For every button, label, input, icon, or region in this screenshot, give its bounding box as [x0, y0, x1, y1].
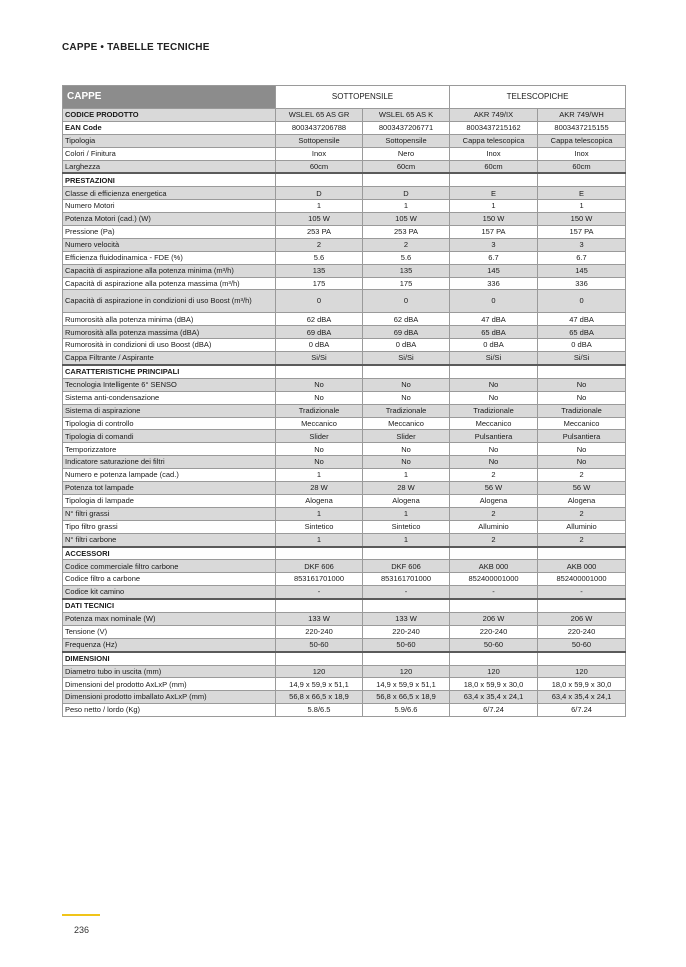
cell-value: No — [538, 391, 626, 404]
cell-value: 220-240 — [363, 625, 450, 638]
table-row — [63, 339, 626, 352]
table-row — [63, 277, 626, 290]
cell-value: 18,0 x 59,9 x 30,0 — [538, 678, 626, 691]
cell-value: 60cm — [363, 160, 450, 173]
table-row — [63, 200, 626, 213]
cell-value: No — [450, 443, 538, 456]
cell-value: 56,8 x 66,5 x 18,9 — [363, 691, 450, 704]
cell-value: 145 — [450, 264, 538, 277]
row-label: Rumorosità alla potenza minima (dBA) — [63, 313, 276, 326]
row-label: Tipologia di controllo — [63, 417, 276, 430]
cell-value: 28 W — [363, 482, 450, 495]
cell-value: Alogena — [276, 494, 363, 507]
row-label: Tipologia di lampade — [63, 494, 276, 507]
cell-value: 60cm — [538, 160, 626, 173]
cell-value: Meccanico — [276, 417, 363, 430]
cell-value: 6/7.24 — [538, 704, 626, 717]
cell-value: 14,9 x 59,9 x 51,1 — [276, 678, 363, 691]
cell-value: No — [538, 443, 626, 456]
row-label: Numero Motori — [63, 200, 276, 213]
cell-value: 1 — [363, 533, 450, 546]
cell-value: Slider — [276, 430, 363, 443]
table-header-row — [63, 86, 626, 109]
cell-value: 6.7 — [450, 251, 538, 264]
cell-value: 336 — [450, 277, 538, 290]
table-row — [63, 238, 626, 251]
cell-value: 133 W — [276, 612, 363, 625]
cell-value — [276, 173, 363, 186]
cell-value: No — [363, 443, 450, 456]
cell-value: Alogena — [363, 494, 450, 507]
cell-value: 63,4 x 35,4 x 24,1 — [538, 691, 626, 704]
table-row — [63, 586, 626, 599]
row-label: Rumorosità alla potenza massima (dBA) — [63, 326, 276, 339]
cell-value: 62 dBA — [363, 313, 450, 326]
cell-value — [538, 365, 626, 378]
cell-value: 220-240 — [276, 625, 363, 638]
cell-value: Inox — [450, 147, 538, 160]
table-row — [63, 494, 626, 507]
section-title: DIMENSIONI — [63, 652, 276, 665]
page-number: 236 — [74, 925, 90, 935]
cell-value: 6.7 — [538, 251, 626, 264]
table-row — [63, 520, 626, 533]
row-label: EAN Code — [63, 121, 276, 134]
cell-value: 63,4 x 35,4 x 24,1 — [450, 691, 538, 704]
cell-value: 47 dBA — [450, 313, 538, 326]
cell-value: 135 — [363, 264, 450, 277]
table-row — [63, 187, 626, 200]
footer-accent-rule — [62, 914, 100, 916]
cell-value — [450, 173, 538, 186]
table-row — [63, 625, 626, 638]
cell-value: 62 dBA — [276, 313, 363, 326]
table-row — [63, 147, 626, 160]
cell-value: 206 W — [538, 612, 626, 625]
cell-value: E — [538, 187, 626, 200]
cell-value: 8003437215162 — [450, 121, 538, 134]
row-label: Classe di efficienza energetica — [63, 187, 276, 200]
row-label: Capacità di aspirazione in condizioni di uso Boost (m³/h) — [63, 290, 276, 313]
cell-value: 0 dBA — [276, 339, 363, 352]
cell-value — [363, 173, 450, 186]
table-row — [63, 573, 626, 586]
cell-value: 50-60 — [276, 638, 363, 651]
row-label: N° filtri grassi — [63, 507, 276, 520]
cell-value: 2 — [538, 507, 626, 520]
cell-value: Pulsantiera — [450, 430, 538, 443]
row-label: Rumorosità in condizioni di uso Boost (dBA) — [63, 339, 276, 352]
cell-value: DKF 606 — [363, 560, 450, 573]
cell-value: 56 W — [538, 482, 626, 495]
section-title: PRESTAZIONI — [63, 173, 276, 186]
cell-value: 5.8/6.5 — [276, 704, 363, 717]
row-label: CODICE PRODOTTO — [63, 109, 276, 122]
cell-value: 1 — [276, 200, 363, 213]
cell-value: Alogena — [450, 494, 538, 507]
cell-value: 1 — [363, 507, 450, 520]
cell-value: 2 — [450, 469, 538, 482]
cell-value — [363, 365, 450, 378]
cell-value — [276, 547, 363, 560]
cell-value: 50-60 — [363, 638, 450, 651]
cell-value: 120 — [363, 665, 450, 678]
row-label: Potenza Motori (cad.) (W) — [63, 213, 276, 226]
section-title: CARATTERISTICHE PRINCIPALI — [63, 365, 276, 378]
table-row — [63, 678, 626, 691]
table-main-header: CAPPE — [63, 86, 276, 109]
cell-value: 175 — [363, 277, 450, 290]
cell-value: 135 — [276, 264, 363, 277]
row-label: Codice filtro a carbone — [63, 573, 276, 586]
cell-value: No — [538, 378, 626, 391]
cell-value: 5.6 — [363, 251, 450, 264]
cell-value: Pulsantiera — [538, 430, 626, 443]
row-label: Peso netto / lordo (Kg) — [63, 704, 276, 717]
cell-value: 50-60 — [538, 638, 626, 651]
cell-value: 133 W — [363, 612, 450, 625]
row-label: Cappa Filtrante / Aspirante — [63, 352, 276, 365]
row-label: Potenza max nominale (W) — [63, 612, 276, 625]
cell-value: Meccanico — [538, 417, 626, 430]
row-label: Pressione (Pa) — [63, 226, 276, 239]
row-label: Sistema di aspirazione — [63, 404, 276, 417]
row-label: Tensione (V) — [63, 625, 276, 638]
cell-value: 2 — [538, 533, 626, 546]
table-row — [63, 160, 626, 173]
cell-value: 336 — [538, 277, 626, 290]
cell-value: 220-240 — [538, 625, 626, 638]
cell-value: 8003437206788 — [276, 121, 363, 134]
table-row — [63, 482, 626, 495]
row-label: Tipologia di comandi — [63, 430, 276, 443]
cell-value: 3 — [538, 238, 626, 251]
cell-value — [450, 547, 538, 560]
table-row — [63, 417, 626, 430]
cell-value: 56 W — [450, 482, 538, 495]
table-row — [63, 507, 626, 520]
cell-value: 157 PA — [450, 226, 538, 239]
cell-value: 65 dBA — [538, 326, 626, 339]
cell-value: D — [363, 187, 450, 200]
row-label: Numero e potenza lampade (cad.) — [63, 469, 276, 482]
row-label: Codice kit camino — [63, 586, 276, 599]
cell-value: Inox — [276, 147, 363, 160]
row-label: N° filtri carbone — [63, 533, 276, 546]
cell-value: 853161701000 — [363, 573, 450, 586]
cell-value: 253 PA — [363, 226, 450, 239]
cell-value: No — [363, 378, 450, 391]
row-label: Capacità di aspirazione alla potenza massima (m³/h) — [63, 277, 276, 290]
row-label: Capacità di aspirazione alla potenza minima (m³/h) — [63, 264, 276, 277]
cell-value: 0 — [450, 290, 538, 313]
cell-value: No — [276, 456, 363, 469]
table-row — [63, 443, 626, 456]
table-row — [63, 533, 626, 546]
cell-value: 150 W — [538, 213, 626, 226]
cell-value: Alluminio — [538, 520, 626, 533]
row-label: Tipo filtro grassi — [63, 520, 276, 533]
cell-value: Meccanico — [450, 417, 538, 430]
cell-value: 8003437206771 — [363, 121, 450, 134]
cell-value: 1 — [450, 200, 538, 213]
cell-value: 206 W — [450, 612, 538, 625]
cell-value: No — [276, 378, 363, 391]
cell-value: Alluminio — [450, 520, 538, 533]
table-row — [63, 290, 626, 313]
table-row — [63, 251, 626, 264]
cell-value: D — [276, 187, 363, 200]
cell-value: No — [450, 456, 538, 469]
section-title: DATI TECNICI — [63, 599, 276, 612]
cell-value: 3 — [450, 238, 538, 251]
cell-value: Si/Si — [363, 352, 450, 365]
cell-value: 0 dBA — [363, 339, 450, 352]
cell-value — [538, 547, 626, 560]
table-row — [63, 612, 626, 625]
cell-value: Meccanico — [363, 417, 450, 430]
cell-value: Inox — [538, 147, 626, 160]
cell-value: 120 — [276, 665, 363, 678]
cell-value: AKB 000 — [538, 560, 626, 573]
cell-value: 1 — [363, 469, 450, 482]
row-label: Tipologia — [63, 134, 276, 147]
cell-value: No — [450, 378, 538, 391]
cell-value: 65 dBA — [450, 326, 538, 339]
cell-value: Si/Si — [450, 352, 538, 365]
row-label: Sistema anti-condensazione — [63, 391, 276, 404]
row-label: Colori / Finitura — [63, 147, 276, 160]
cell-value: 50-60 — [450, 638, 538, 651]
cell-value: 1 — [276, 533, 363, 546]
cell-value: 0 — [276, 290, 363, 313]
cell-value: Cappa telescopica — [538, 134, 626, 147]
group-header-sottopensile: SOTTOPENSILE — [276, 86, 450, 109]
table-row — [63, 638, 626, 651]
cell-value — [276, 599, 363, 612]
table-row — [63, 213, 626, 226]
row-label: Numero velocità — [63, 238, 276, 251]
cell-value — [450, 599, 538, 612]
cell-value: Alogena — [538, 494, 626, 507]
cell-value: AKB 000 — [450, 560, 538, 573]
table-row — [63, 691, 626, 704]
table-row — [63, 134, 626, 147]
cell-value: 253 PA — [276, 226, 363, 239]
cell-value: Si/Si — [538, 352, 626, 365]
row-label: Codice commerciale filtro carbone — [63, 560, 276, 573]
cell-value: 157 PA — [538, 226, 626, 239]
cell-value: 1 — [538, 200, 626, 213]
cell-value: WSLEL 65 AS GR — [276, 109, 363, 122]
cell-value: - — [450, 586, 538, 599]
cell-value: 1 — [276, 469, 363, 482]
cell-value: 120 — [450, 665, 538, 678]
cell-value — [450, 365, 538, 378]
cell-value: 150 W — [450, 213, 538, 226]
cell-value: WSLEL 65 AS K — [363, 109, 450, 122]
cell-value: E — [450, 187, 538, 200]
section-header-row — [63, 173, 626, 186]
cell-value: 0 dBA — [450, 339, 538, 352]
cell-value: 0 — [538, 290, 626, 313]
cell-value: 852400001000 — [538, 573, 626, 586]
section-header-row — [63, 599, 626, 612]
cell-value: 105 W — [276, 213, 363, 226]
cell-value: Sottopensile — [363, 134, 450, 147]
row-label: Tecnologia Intelligente 6° SENSO — [63, 378, 276, 391]
section-title: ACCESSORI — [63, 547, 276, 560]
cell-value: - — [276, 586, 363, 599]
row-label: Dimensioni del prodotto AxLxP (mm) — [63, 678, 276, 691]
table-row — [63, 313, 626, 326]
cell-value: 852400001000 — [450, 573, 538, 586]
cell-value: 220-240 — [450, 625, 538, 638]
cell-value: 14,9 x 59,9 x 51,1 — [363, 678, 450, 691]
cell-value — [363, 547, 450, 560]
cell-value: Sottopensile — [276, 134, 363, 147]
cell-value: 0 dBA — [538, 339, 626, 352]
table-row — [63, 456, 626, 469]
table-row — [63, 226, 626, 239]
cell-value: 105 W — [363, 213, 450, 226]
row-label: Temporizzatore — [63, 443, 276, 456]
cell-value: 145 — [538, 264, 626, 277]
cell-value: 6/7.24 — [450, 704, 538, 717]
row-label: Diametro tubo in uscita (mm) — [63, 665, 276, 678]
cell-value: Tradizionale — [450, 404, 538, 417]
group-header-telescopiche: TELESCOPICHE — [450, 86, 626, 109]
section-header-row — [63, 652, 626, 665]
cell-value: 18,0 x 59,9 x 30,0 — [450, 678, 538, 691]
row-label: Efficienza fluidodinamica - FDE (%) — [63, 251, 276, 264]
spec-table — [62, 85, 626, 717]
cell-value: Tradizionale — [276, 404, 363, 417]
cell-value: Nero — [363, 147, 450, 160]
cell-value: Cappa telescopica — [450, 134, 538, 147]
cell-value: 56,8 x 66,5 x 18,9 — [276, 691, 363, 704]
cell-value: No — [538, 456, 626, 469]
cell-value: - — [538, 586, 626, 599]
cell-value: 0 — [363, 290, 450, 313]
cell-value — [450, 652, 538, 665]
cell-value: Sintetico — [363, 520, 450, 533]
cell-value: AKR 749/WH — [538, 109, 626, 122]
cell-value: 8003437215155 — [538, 121, 626, 134]
cell-value: No — [363, 391, 450, 404]
row-label: Frequenza (Hz) — [63, 638, 276, 651]
cell-value — [276, 365, 363, 378]
cell-value: 69 dBA — [363, 326, 450, 339]
cell-value: 69 dBA — [276, 326, 363, 339]
cell-value: Si/Si — [276, 352, 363, 365]
table-row — [63, 352, 626, 365]
table-row — [63, 560, 626, 573]
cell-value: Slider — [363, 430, 450, 443]
cell-value: DKF 606 — [276, 560, 363, 573]
cell-value: 120 — [538, 665, 626, 678]
section-header-row — [63, 547, 626, 560]
cell-value: 2 — [363, 238, 450, 251]
cell-value — [538, 652, 626, 665]
table-row — [63, 704, 626, 717]
cell-value: 1 — [276, 507, 363, 520]
table-row — [63, 430, 626, 443]
row-label: Indicatore saturazione dei filtri — [63, 456, 276, 469]
table-row — [63, 665, 626, 678]
page-title: CAPPE • TABELLE TECNICHE — [62, 42, 210, 53]
row-label: Larghezza — [63, 160, 276, 173]
table-row — [63, 109, 626, 122]
cell-value: 1 — [363, 200, 450, 213]
cell-value — [538, 173, 626, 186]
cell-value: 175 — [276, 277, 363, 290]
cell-value: 60cm — [276, 160, 363, 173]
cell-value: No — [450, 391, 538, 404]
table-row — [63, 391, 626, 404]
cell-value: 28 W — [276, 482, 363, 495]
cell-value — [276, 652, 363, 665]
table-row — [63, 326, 626, 339]
table-row — [63, 264, 626, 277]
cell-value: 2 — [538, 469, 626, 482]
table-row — [63, 404, 626, 417]
cell-value: 2 — [450, 533, 538, 546]
row-label: Potenza tot lampade — [63, 482, 276, 495]
cell-value: - — [363, 586, 450, 599]
cell-value — [363, 652, 450, 665]
row-label: Dimensioni prodotto imballato AxLxP (mm) — [63, 691, 276, 704]
cell-value — [538, 599, 626, 612]
cell-value: 2 — [276, 238, 363, 251]
table-row — [63, 469, 626, 482]
cell-value: No — [363, 456, 450, 469]
table-row — [63, 378, 626, 391]
cell-value — [363, 599, 450, 612]
table-row — [63, 121, 626, 134]
cell-value: No — [276, 391, 363, 404]
cell-value: 5.9/6.6 — [363, 704, 450, 717]
cell-value: 853161701000 — [276, 573, 363, 586]
cell-value: 5.6 — [276, 251, 363, 264]
cell-value: AKR 749/IX — [450, 109, 538, 122]
cell-value: Tradizionale — [538, 404, 626, 417]
cell-value: Sintetico — [276, 520, 363, 533]
cell-value: Tradizionale — [363, 404, 450, 417]
cell-value: 47 dBA — [538, 313, 626, 326]
section-header-row — [63, 365, 626, 378]
cell-value: 2 — [450, 507, 538, 520]
cell-value: No — [276, 443, 363, 456]
cell-value: 60cm — [450, 160, 538, 173]
